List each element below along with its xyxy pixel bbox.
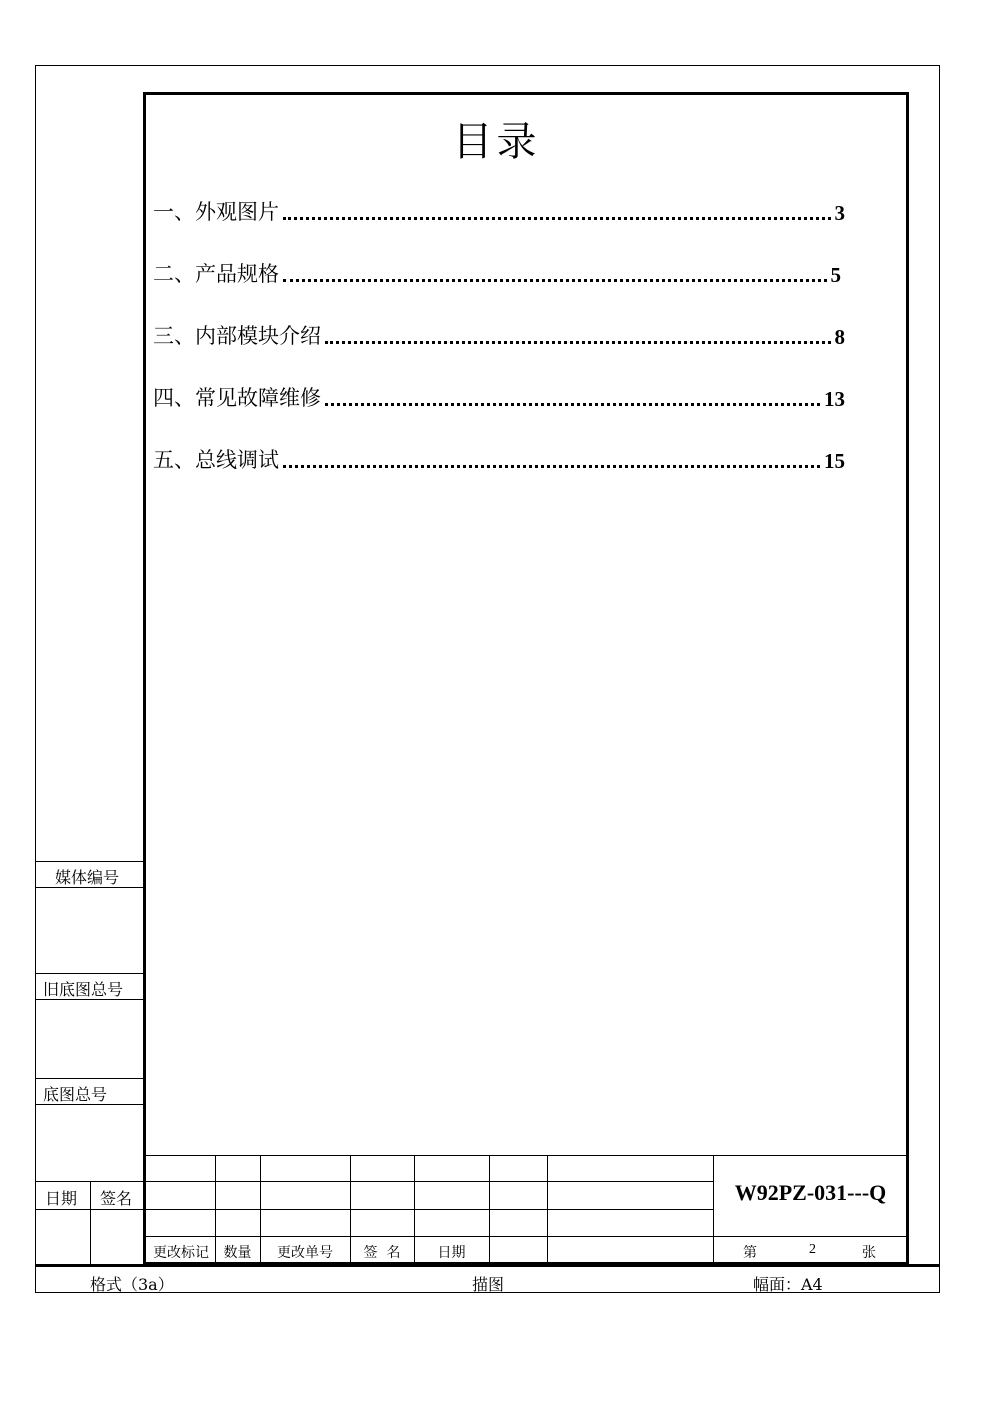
toc-label: 一、外观图片 [153, 200, 279, 224]
title-block-row [145, 1181, 713, 1182]
toc-page-number: 5 [830, 263, 841, 287]
toc-page-number: 8 [834, 325, 845, 349]
side-divider [35, 861, 145, 862]
toc-label: 二、产品规格 [153, 262, 279, 286]
title-block-col [713, 1155, 714, 1264]
change-order-label: 更改单号 [277, 1245, 333, 1261]
toc-entry-1[interactable] [153, 194, 845, 226]
date-label: 日期 [437, 1245, 466, 1261]
drawing-label: 描图 [472, 1275, 505, 1294]
change-mark-label: 更改标记 [153, 1245, 209, 1261]
toc-entry-4[interactable] [153, 380, 845, 412]
old-drawing-number-label: 旧底图总号 [43, 980, 124, 999]
sheet-suffix: 张 [862, 1245, 876, 1261]
toc-leader [283, 217, 831, 220]
quantity-label: 数量 [223, 1245, 252, 1261]
toc-leader [325, 403, 820, 406]
sheet-number: 2 [809, 1242, 816, 1257]
side-column-divider [90, 1181, 91, 1264]
side-date-label: 日期 [45, 1189, 78, 1208]
page-title: 目录 [452, 119, 541, 165]
toc-page-number: 15 [824, 449, 845, 473]
toc-label: 三、内部模块介绍 [153, 324, 321, 348]
title-block-col [547, 1155, 548, 1264]
toc-entry-5[interactable] [153, 442, 845, 474]
drawing-number-label: 底图总号 [43, 1085, 108, 1104]
size-label: 幅面：A4 [753, 1275, 823, 1294]
toc-entry-3[interactable] [153, 318, 845, 350]
toc-label: 五、总线调试 [153, 448, 279, 472]
toc-entry-2[interactable] [153, 256, 841, 288]
toc-page-number: 13 [824, 387, 845, 411]
toc-leader [283, 279, 827, 282]
media-number-label: 媒体编号 [55, 868, 120, 887]
toc-leader [325, 341, 831, 344]
title-block-col [489, 1155, 490, 1264]
document-number: W92PZ-031---Q [734, 1180, 887, 1205]
toc-label: 四、常见故障维修 [153, 386, 321, 410]
side-divider [35, 973, 145, 974]
side-divider [35, 1078, 145, 1079]
format-label: 格式（3a） [90, 1275, 174, 1294]
sheet-prefix: 第 [743, 1245, 757, 1261]
sign-label: 签 名 [363, 1245, 401, 1261]
toc-page-number: 3 [834, 201, 845, 225]
footer-rule [35, 1264, 940, 1267]
title-block-row [145, 1209, 713, 1210]
toc-leader [283, 465, 820, 468]
side-signature-label: 签名 [100, 1189, 133, 1208]
